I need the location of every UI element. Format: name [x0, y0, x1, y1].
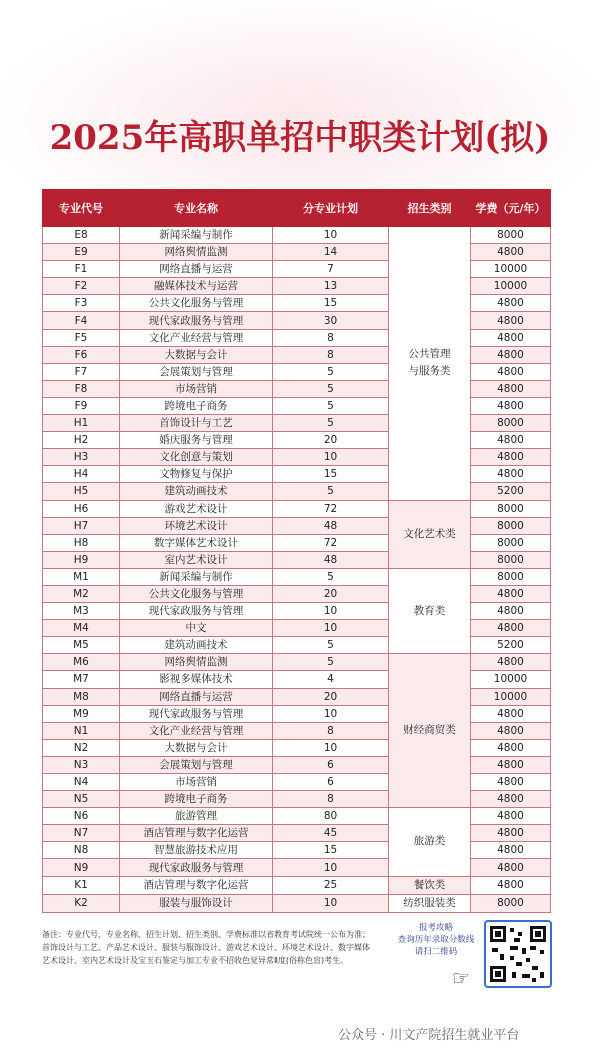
cell-plan: 4	[273, 671, 389, 688]
table-row	[43, 415, 551, 432]
footnote-line: 首饰设计与工艺、产品艺术设计、服装与服饰设计、游戏艺术设计、环境艺术设计、数字媒体	[42, 943, 370, 952]
cell-plan: 45	[273, 825, 389, 842]
cell-tuition: 4800	[471, 825, 551, 842]
cell-code: F9	[43, 397, 120, 414]
cell-code: H8	[43, 534, 120, 551]
cell-major: 网络直播与运营	[120, 688, 273, 705]
qr-caption	[392, 922, 480, 958]
cell-major: 网络直播与运营	[120, 261, 273, 278]
cell-plan: 10	[273, 859, 389, 876]
qr-code[interactable]	[484, 920, 552, 988]
table-row	[43, 397, 551, 414]
cell-major: 游戏艺术设计	[120, 500, 273, 517]
header-category: 招生类别	[389, 190, 471, 227]
table-row	[43, 756, 551, 773]
cell-tuition: 4800	[471, 397, 551, 414]
cell-code: E9	[43, 244, 120, 261]
cell-major: 大数据与会计	[120, 739, 273, 756]
cell-major: 室内艺术设计	[120, 551, 273, 568]
table-row	[43, 791, 551, 808]
table-row	[43, 449, 551, 466]
cell-plan: 13	[273, 278, 389, 295]
cell-tuition: 8000	[471, 415, 551, 432]
pointing-hand-icon: ☞	[452, 966, 470, 990]
cell-code: H4	[43, 466, 120, 483]
cell-tuition: 8000	[471, 894, 551, 912]
cell-code: F2	[43, 278, 120, 295]
category-label: 纺织服装类	[403, 896, 456, 909]
table-row	[43, 551, 551, 568]
table-row	[43, 637, 551, 654]
cell-plan: 5	[273, 363, 389, 380]
cell-code: K1	[43, 876, 120, 894]
header-background	[0, 0, 600, 200]
cell-code: F8	[43, 380, 120, 397]
table-row	[43, 295, 551, 312]
cell-plan: 20	[273, 688, 389, 705]
cell-major: 市场营销	[120, 774, 273, 791]
cell-code: M6	[43, 654, 120, 671]
cell-plan: 48	[273, 517, 389, 534]
cell-plan: 10	[273, 603, 389, 620]
cell-plan: 8	[273, 346, 389, 363]
cell-code: N6	[43, 808, 120, 825]
cell-tuition: 4800	[471, 620, 551, 637]
cell-major: 网络舆情监测	[120, 244, 273, 261]
cell-category	[389, 808, 471, 876]
table-row	[43, 654, 551, 671]
cell-plan: 80	[273, 808, 389, 825]
cell-code: F7	[43, 363, 120, 380]
cell-major: 文化创意与策划	[120, 449, 273, 466]
cell-plan: 5	[273, 483, 389, 500]
cell-code: N1	[43, 722, 120, 739]
cell-plan: 15	[273, 842, 389, 859]
header-tuition: 学费（元/年）	[471, 190, 551, 227]
cell-tuition: 8000	[471, 551, 551, 568]
cell-tuition: 4800	[471, 774, 551, 791]
cell-plan: 5	[273, 654, 389, 671]
table-row	[43, 312, 551, 329]
cell-tuition: 8000	[471, 568, 551, 585]
table-row	[43, 466, 551, 483]
table-row	[43, 517, 551, 534]
cell-plan: 10	[273, 620, 389, 637]
footer-account: 公众号 · 川文产院招生就业平台	[338, 1028, 520, 1043]
cell-tuition: 4800	[471, 466, 551, 483]
cell-tuition: 10000	[471, 688, 551, 705]
table-row	[43, 278, 551, 295]
cell-tuition: 4800	[471, 346, 551, 363]
table-row	[43, 671, 551, 688]
cell-code: F4	[43, 312, 120, 329]
cell-major: 文化产业经营与管理	[120, 329, 273, 346]
cell-code: N9	[43, 859, 120, 876]
category-label: 公共管理	[408, 348, 451, 361]
cell-tuition: 4800	[471, 876, 551, 894]
cell-major: 网络舆情监测	[120, 654, 273, 671]
cell-tuition: 8000	[471, 534, 551, 551]
table-row	[43, 825, 551, 842]
cell-category	[389, 654, 471, 808]
cell-major: 会展策划与管理	[120, 363, 273, 380]
cell-major: 市场营销	[120, 380, 273, 397]
table-row	[43, 534, 551, 551]
cell-plan: 10	[273, 449, 389, 466]
table-row	[43, 329, 551, 346]
category-label: 旅游类	[413, 835, 446, 848]
table-row	[43, 722, 551, 739]
cell-plan: 10	[273, 894, 389, 912]
cell-code: F6	[43, 346, 120, 363]
cell-tuition: 4800	[471, 244, 551, 261]
cell-major: 跨境电子商务	[120, 791, 273, 808]
cell-major: 服装与服饰设计	[120, 894, 273, 912]
cell-plan: 30	[273, 312, 389, 329]
cell-code: H7	[43, 517, 120, 534]
cell-plan: 5	[273, 397, 389, 414]
category-label: 文化艺术类	[403, 527, 456, 540]
table-row	[43, 261, 551, 278]
table-row	[43, 346, 551, 363]
cell-category	[389, 568, 471, 653]
footnote-line: 备注：专业代号、专业名称、招生计划、招生类别、学费标准以省教育考试院统一公布为准；	[42, 930, 370, 939]
cell-tuition: 8000	[471, 517, 551, 534]
cell-tuition: 4800	[471, 312, 551, 329]
cell-plan: 5	[273, 380, 389, 397]
cell-code: M4	[43, 620, 120, 637]
cell-tuition: 4800	[471, 859, 551, 876]
cell-code: M3	[43, 603, 120, 620]
cell-major: 现代家政服务与管理	[120, 603, 273, 620]
cell-tuition: 4800	[471, 329, 551, 346]
cell-tuition: 4800	[471, 654, 551, 671]
table-row	[43, 500, 551, 517]
cell-category	[389, 894, 471, 912]
cell-major: 现代家政服务与管理	[120, 312, 273, 329]
cell-major: 智慧旅游技术应用	[120, 842, 273, 859]
cell-tuition: 4800	[471, 432, 551, 449]
cell-code: N5	[43, 791, 120, 808]
table-row	[43, 227, 551, 244]
cell-code: F3	[43, 295, 120, 312]
cell-tuition: 4800	[471, 842, 551, 859]
category-label: 财经商贸类	[403, 724, 456, 737]
cell-major: 大数据与会计	[120, 346, 273, 363]
qr-code-pattern-icon	[486, 922, 550, 986]
cell-code: N8	[43, 842, 120, 859]
cell-tuition: 4800	[471, 295, 551, 312]
cell-category	[389, 876, 471, 894]
page-title: 2025年高职单招中职类计划(拟)	[49, 118, 551, 158]
cell-code: N2	[43, 739, 120, 756]
cell-plan: 8	[273, 791, 389, 808]
cell-major: 跨境电子商务	[120, 397, 273, 414]
cell-major: 融媒体技术与运营	[120, 278, 273, 295]
cell-plan: 25	[273, 876, 389, 894]
footnote	[42, 928, 387, 967]
table-row	[43, 483, 551, 500]
cell-major: 公共文化服务与管理	[120, 585, 273, 602]
cell-code: H9	[43, 551, 120, 568]
table-row	[43, 380, 551, 397]
cell-plan: 10	[273, 227, 389, 244]
cell-major: 公共文化服务与管理	[120, 295, 273, 312]
cell-plan: 72	[273, 534, 389, 551]
cell-plan: 72	[273, 500, 389, 517]
cell-major: 建筑动画技术	[120, 637, 273, 654]
cell-tuition: 10000	[471, 261, 551, 278]
header-code: 专业代号	[43, 190, 120, 227]
header-major: 专业名称	[120, 190, 273, 227]
cell-code: F5	[43, 329, 120, 346]
cell-code: H3	[43, 449, 120, 466]
cell-code: M2	[43, 585, 120, 602]
cell-tuition: 8000	[471, 500, 551, 517]
cell-major: 中文	[120, 620, 273, 637]
cell-tuition: 4800	[471, 705, 551, 722]
table-row	[43, 876, 551, 894]
table-row	[43, 808, 551, 825]
table-header-row	[43, 190, 551, 227]
cell-plan: 48	[273, 551, 389, 568]
cell-plan: 15	[273, 466, 389, 483]
cell-tuition: 4800	[471, 585, 551, 602]
cell-major: 文物修复与保护	[120, 466, 273, 483]
cell-major: 环境艺术设计	[120, 517, 273, 534]
footnote-line: 艺术设计、室内艺术设计及宝玉石鉴定与加工专业不招收色觉异常Ⅱ度(俗称色盲)考生。	[42, 956, 349, 965]
cell-tuition: 8000	[471, 227, 551, 244]
cell-code: H5	[43, 483, 120, 500]
table-row	[43, 568, 551, 585]
cell-tuition: 4800	[471, 603, 551, 620]
cell-major: 会展策划与管理	[120, 756, 273, 773]
cell-tuition: 4800	[471, 756, 551, 773]
cell-tuition: 10000	[471, 278, 551, 295]
cell-code: H6	[43, 500, 120, 517]
cell-plan: 14	[273, 244, 389, 261]
cell-tuition: 5200	[471, 483, 551, 500]
cell-code: N3	[43, 756, 120, 773]
qr-caption-line: 请扫二维码	[414, 947, 458, 957]
cell-tuition: 4800	[471, 739, 551, 756]
cell-code: E8	[43, 227, 120, 244]
cell-major: 文化产业经营与管理	[120, 722, 273, 739]
cell-plan: 8	[273, 722, 389, 739]
cell-tuition: 4800	[471, 808, 551, 825]
cell-code: N4	[43, 774, 120, 791]
cell-plan: 7	[273, 261, 389, 278]
cell-major: 数字媒体艺术设计	[120, 534, 273, 551]
cell-code: H1	[43, 415, 120, 432]
cell-plan: 10	[273, 739, 389, 756]
cell-code: K2	[43, 894, 120, 912]
cell-category	[389, 227, 471, 501]
qr-caption-line: 查询历年录取分数线	[397, 935, 475, 945]
cell-tuition: 10000	[471, 671, 551, 688]
cell-major: 建筑动画技术	[120, 483, 273, 500]
cell-code: M9	[43, 705, 120, 722]
cell-plan: 20	[273, 585, 389, 602]
cell-major: 现代家政服务与管理	[120, 705, 273, 722]
cell-code: H2	[43, 432, 120, 449]
table-row	[43, 585, 551, 602]
category-label: 与服务类	[408, 365, 451, 378]
table-row	[43, 842, 551, 859]
cell-major: 新闻采编与制作	[120, 227, 273, 244]
cell-plan: 6	[273, 756, 389, 773]
qr-caption-line: 报考攻略	[418, 923, 453, 933]
cell-tuition: 4800	[471, 791, 551, 808]
table-row	[43, 894, 551, 912]
cell-tuition: 4800	[471, 449, 551, 466]
cell-major: 婚庆服务与管理	[120, 432, 273, 449]
cell-major: 影视多媒体技术	[120, 671, 273, 688]
cell-code: M5	[43, 637, 120, 654]
table-row	[43, 603, 551, 620]
cell-code: M7	[43, 671, 120, 688]
cell-plan: 5	[273, 568, 389, 585]
cell-major: 现代家政服务与管理	[120, 859, 273, 876]
cell-major: 旅游管理	[120, 808, 273, 825]
cell-plan: 6	[273, 774, 389, 791]
table-row	[43, 244, 551, 261]
cell-tuition: 4800	[471, 722, 551, 739]
table-row	[43, 705, 551, 722]
cell-tuition: 4800	[471, 380, 551, 397]
cell-major: 新闻采编与制作	[120, 568, 273, 585]
cell-plan: 8	[273, 329, 389, 346]
cell-major: 酒店管理与数字化运营	[120, 825, 273, 842]
cell-tuition: 5200	[471, 637, 551, 654]
cell-code: M1	[43, 568, 120, 585]
header-plan: 分专业计划	[273, 190, 389, 227]
category-label: 教育类	[413, 604, 446, 617]
cell-tuition: 4800	[471, 363, 551, 380]
cell-plan: 20	[273, 432, 389, 449]
table-row	[43, 688, 551, 705]
cell-category	[389, 500, 471, 568]
cell-major: 酒店管理与数字化运营	[120, 876, 273, 894]
table-row	[43, 620, 551, 637]
enrollment-plan-table	[42, 189, 551, 913]
table-row	[43, 774, 551, 791]
table-row	[43, 859, 551, 876]
table-row	[43, 739, 551, 756]
cell-plan: 15	[273, 295, 389, 312]
table-row	[43, 432, 551, 449]
cell-major: 首饰设计与工艺	[120, 415, 273, 432]
cell-plan: 5	[273, 415, 389, 432]
cell-code: N7	[43, 825, 120, 842]
cell-code: F1	[43, 261, 120, 278]
cell-plan: 5	[273, 637, 389, 654]
category-label: 餐饮类	[413, 878, 446, 891]
cell-code: M8	[43, 688, 120, 705]
cell-plan: 10	[273, 705, 389, 722]
table-row	[43, 363, 551, 380]
